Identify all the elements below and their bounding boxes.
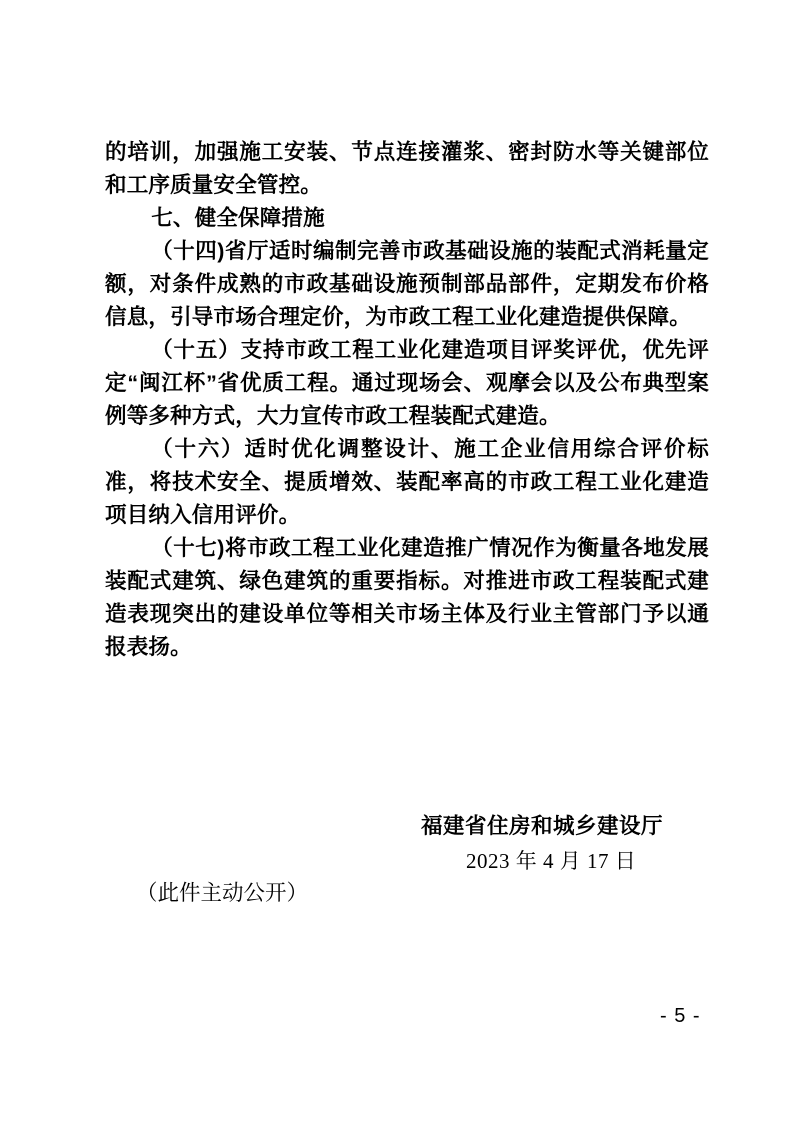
paragraph-continuation: 的培训，加强施工安装、节点连接灌浆、密封防水等关键部位和工序质量安全管控。: [105, 140, 709, 197]
disclosure-note: （此件主动公开）: [136, 881, 309, 905]
signature-date: 2023 年 4 月 17 日: [466, 849, 637, 873]
paragraph-item-15: （十五）支持市政工程工业化建造项目评奖评优，优先评定“闽江杯”省优质工程。通过现场会、观摩会以及公布典型案例等多种方式，大力宣传市政工程装配式建造。: [105, 338, 709, 428]
signature-organization: 福建省住房和城乡建设厅: [421, 814, 664, 838]
paragraph-item-16: （十六）适时优化调整设计、施工企业信用综合评价标准，将技术安全、提质增效、装配率高的市政工程工业化建造项目纳入信用评价。: [105, 437, 709, 527]
page-number: - 5 -: [660, 1005, 701, 1027]
paragraph-item-14: （十四)省厅适时编制完善市政基础设施的装配式消耗量定额，对条件成熟的市政基础设施预制部品部件，定期发布价格信息，引导市场合理定价，为市政工程工业化建造提供保障。: [105, 239, 709, 329]
paragraph-item-17: （十七)将市政工程工业化建造推广情况作为衡量各地发展装配式建筑、绿色建筑的重要指标。对推进市政工程装配式建造表现突出的建设单位等相关市场主体及行业主管部门予以通报表扬。: [105, 536, 709, 659]
section-heading: 七、健全保障措施: [151, 206, 325, 230]
document-body: [105, 136, 709, 664]
